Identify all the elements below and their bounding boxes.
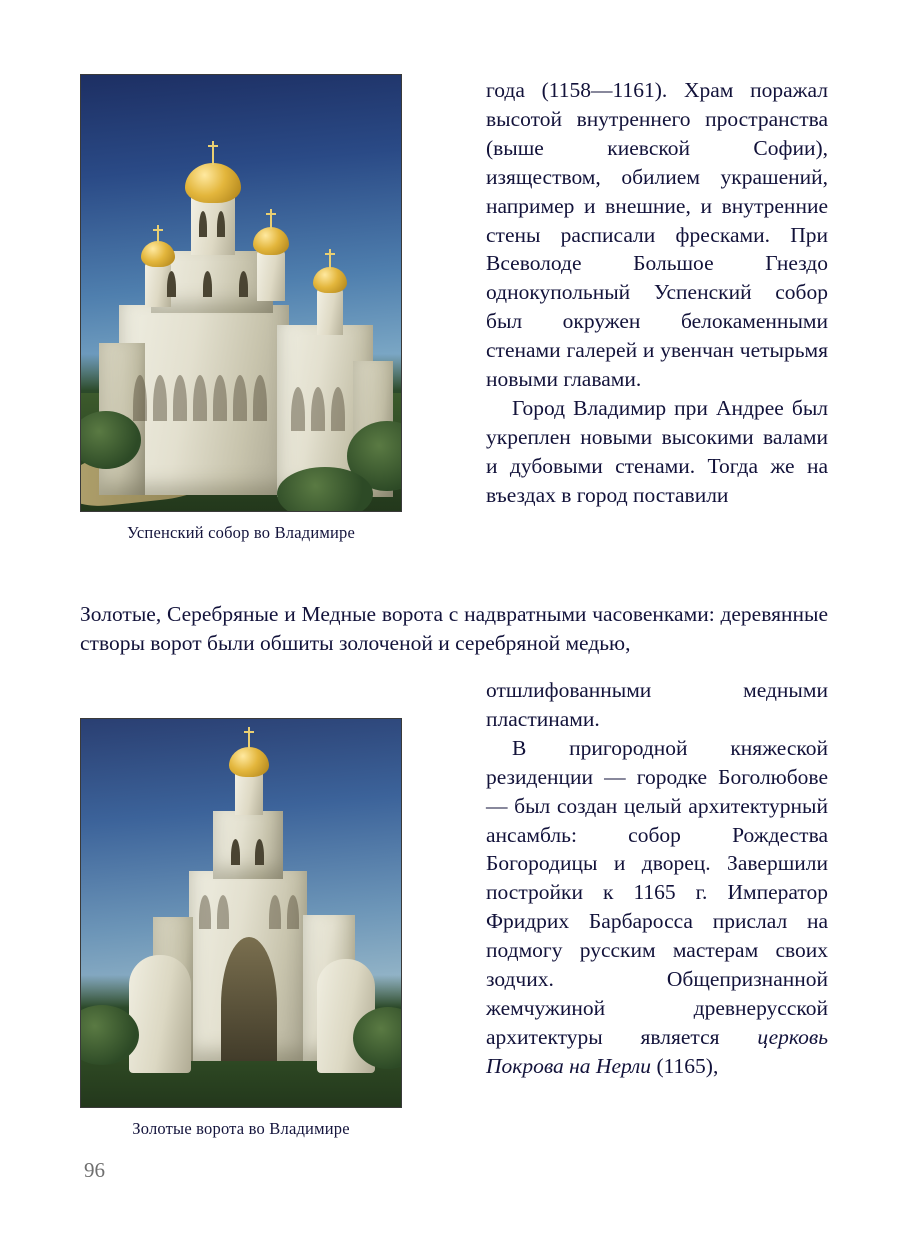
figure-image-uspensky [80, 74, 402, 512]
figure-golden-gates [80, 718, 402, 1139]
upper-window-2 [203, 271, 212, 297]
paragraph-bogolyubovo [486, 734, 828, 1081]
gate-window-2 [255, 839, 264, 865]
drum-window-1 [199, 211, 207, 237]
gate-church-block [213, 811, 283, 879]
right-drum [257, 251, 285, 301]
body-text-right-bottom [486, 676, 828, 1081]
far-right-cross [329, 249, 331, 269]
central-cross [212, 141, 214, 165]
figure-uspensky-cathedral [80, 74, 402, 543]
upper-window-1 [167, 271, 176, 297]
paragraph-continuation: года (1158—1161). Храм поражал высотой внутреннего пространства (выше киевской Софии), изяществом, обилием украшений, например и внешние, и внутренние стены расписали фресками. При Всеволоде Большое Гнездо однокупольный Успенский собор был окружен белокаменными стенами галерей и увенчан четырьмя новыми главами. [486, 78, 828, 392]
figure-image-gates [80, 718, 402, 1108]
gate-archway [221, 937, 277, 1061]
left-dome [141, 241, 175, 267]
gate-window-1 [231, 839, 240, 865]
body-text-right-top [486, 76, 828, 510]
paragraph-bogolyubovo-text: В пригородной княжеской резиденции — городке Боголюбове — был создан целый архитектурный ансамбль: собор Рождества Богородицы и дворец. Завершили постройки к 1165 г. Император Фридрих Барбаросса прислал на подмогу русским мастерам своих зодчих. Общепризнанной жемчужиной древнерусской архитектуры является [486, 735, 828, 1049]
gate-tower-left [129, 955, 191, 1073]
figure-caption-uspensky: Успенский собор во Владимире [126, 523, 355, 542]
gate-drum [235, 771, 263, 815]
right-cross [270, 209, 272, 229]
left-cross [157, 225, 159, 243]
gate-cross [248, 727, 250, 749]
upper-window-3 [239, 271, 248, 297]
far-right-drum [317, 289, 343, 335]
bush-foreground [277, 467, 373, 512]
far-right-dome [313, 267, 347, 293]
page-number: 96 [84, 1158, 105, 1182]
italic-church-name: церковь Покрова на Нерли [486, 1024, 828, 1078]
paragraph-vladimir: Город Владимир при Андрее был укреплен новыми высокими валами и дубовыми стенами. Тогда же на въездах в город поставили [486, 395, 828, 507]
after-italic-text: (1165), [651, 1053, 719, 1078]
drum-window-2 [217, 211, 225, 237]
paragraph-plates: отшлифованными медными пластинами. [486, 678, 828, 731]
body-text-full-width [80, 600, 828, 658]
figure-caption-gates: Золотые ворота во Владимире [132, 1119, 350, 1138]
paragraph-gates: Золотые, Серебряные и Медные ворота с надвратными часовенками: деревянные створы ворот были обшиты золоченой и серебряной медью, [80, 602, 828, 655]
gate-dome [229, 747, 269, 777]
right-dome [253, 227, 289, 255]
